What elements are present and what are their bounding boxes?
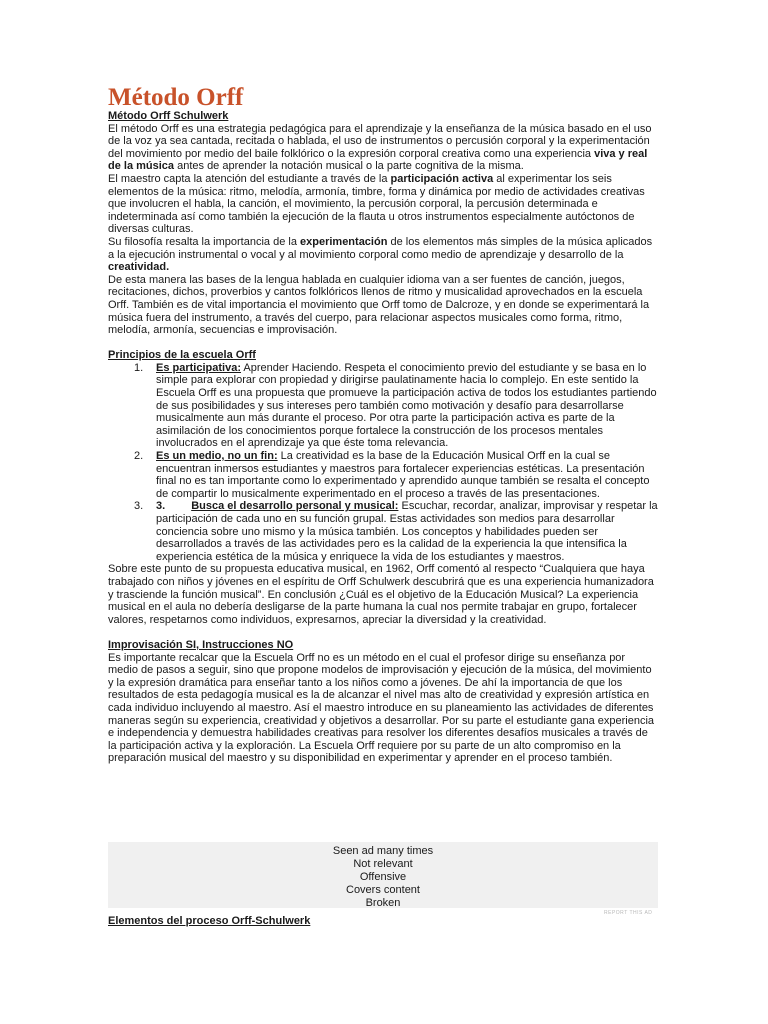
improvisation-heading: Improvisación SI, Instrucciones NO (108, 638, 294, 651)
document-body (108, 110, 658, 765)
improvisation-paragraph: Es importante recalcar que la Escuela Orff no es un método en el cual el profesor dirige su enseñanza por medio de pasos a seguir, sino que propone modelos de improvisación y ejecución de la música, del movimiento y la expresión dramática para enseñar tanto a los niños como a jóvenes. De ahí la importancia de que los resultados de esta pedagogía musical es la de alcanzar el nivel mas alto de creatividad y expresión artística en cada individuo incluyendo al maestro. Así el maestro introduce en su planeamiento las actividades de diferentes maneras según su experiencia, creatividad y objetivos a desarrollar. Por su parte el estudiante gana experiencia e independencia y demuestra habilidades creativas para resolver los diferentes desafíos musicales a través de la participación activa y la exploración. La Escuela Orff requiere por su parte de un alto compromiso en la preparación musical del maestro y su disponibilidad en experimentar y aprender en el proceso también. (108, 651, 655, 765)
report-ad-link[interactable]: REPORT THIS AD (604, 910, 653, 916)
list-item: 3. 3. Busca el desarrollo personal y musical: Escuchar, recordar, analizar, improvisar y respetar la participación de cada uno en su función grupal. Estas actividades son medios para desarrollar conciencia sobre uno mismo y la música también. Los conceptos y habilidades pueden ser desarrollados a través de las actividades pero es la calidad de la experiencia la que intensifica la experiencia estética de la música y enriquece la vida de los estudiantes y maestros. (134, 500, 658, 563)
ad-feedback-option[interactable]: Covers content (346, 884, 420, 896)
page-title: Método Orff (108, 84, 244, 111)
intro-paragraph-2: El maestro capta la atención del estudiante a través de la participación activa al experimentar los seis elementos de la música: ritmo, melodía, armonía, timbre, forma y dinámica por medio de actividades creativas que involucren el habla, la canción, el movimiento, la percusión corporal, la percusión determinada e indeterminada así como también la ejecución de la flauta u otros instrumentos especialmente autóctonos de diversas culturas. (108, 172, 645, 236)
ad-feedback-option[interactable]: Offensive (359, 871, 407, 883)
intro-paragraph-1: El método Orff es una estrategia pedagógica para el aprendizaje y la enseñanza de la música basado en el uso de la voz ya sea cantada, recitada o hablada, el uso de instrumentos o percusión corporal y la experimentación del movimiento por medio del baile folklórico o la expresión corporal creativa como una experiencia viva y real de la música antes de aprender la notación musical o la parte cognitiva de la misma. (108, 122, 652, 173)
list-item: 2. Es un medio, no un fin: La creatividad es la base de la Educación Musical Orff en la cual se encuentran inmersos estudiantes y maestros para fortalecer experiencias estéticas. La presentación final no es tan importante como lo experimentado y aprendido aunque también se resalta el concepto de compartir lo musicalmente experimentado en el proceso a través de las presentaciones. (134, 450, 650, 500)
intro-paragraph-3: Su filosofía resalta la importancia de la experimentación de los elementos más simples de la música aplicados a la ejecución instrumental o vocal y al movimiento corporal como medio de aprendizaje y desarrollo de la creatividad. (108, 235, 653, 274)
section-subtitle: Método Orff Schulwerk (108, 110, 229, 122)
principles-heading: Principios de la escuela Orff (108, 349, 256, 362)
intro-paragraph-4: De esta manera las bases de la lengua hablada en cualquier idioma van a ser fuentes de canción, juegos, recitaciones, dichos, proverbios y cantos folklóricos llenos de ritmo y musicalidad aprovechados en la escuela Orff. También es de vital importancia el movimiento que Orff tomo de Dalcroze, y en donde se experimentará la música fuera del instrumento, a través del cuerpo, para relacionar aspectos musicales como forma, ritmo, melodía, armonía, secuencias e improvisación. (108, 273, 650, 337)
principles-list (108, 362, 658, 564)
ad-feedback-option[interactable]: Seen ad many times (332, 845, 434, 857)
ad-feedback-option[interactable]: Broken (365, 897, 401, 909)
ad-feedback-box (108, 842, 658, 908)
ad-feedback-option[interactable]: Not relevant (353, 858, 413, 870)
next-section-heading: Elementos del proceso Orff-Schulwerk (108, 915, 311, 927)
list-item: 1. Es participativa: Aprender Haciendo. Respeta el conocimiento previo del estudiante y se basa en lo simple para explorar con propiedad y dirigirse paulatinamente hacia lo complejo. En este sentido la Escuela Orff es una propuesta que promueve la participación activa de todos los estudiantes partiendo de sus posibilidades y sus intereses pero también como motivación y desafío para desarrollarse musicalmente aun más durante el proceso. Por otra parte la participación activa es parte de la asimilación de los conocimientos porque fortalece la construcción de los procesos mentales involucrados en el aprendizaje ya que éste toma relevancia. (134, 361, 657, 450)
principles-conclusion: Sobre este punto de su propuesta educativa musical, en 1962, Orff comentó al respecto “Cualquiera que haya trabajado con niños y jóvenes en el espíritu de Orff Schulwerk descubrirá que es una experiencia humanizadora y trasciende la función musical”. En conclusión ¿Cuál es el objetivo de la Educación Musical? La experiencia musical en el aula no debería desligarse de la parte humana la cual nos permite trabajar en grupo, fortalecer valores, respetarnos como individuos, expresarnos, apreciar la diversidad y la creatividad. (108, 563, 654, 626)
